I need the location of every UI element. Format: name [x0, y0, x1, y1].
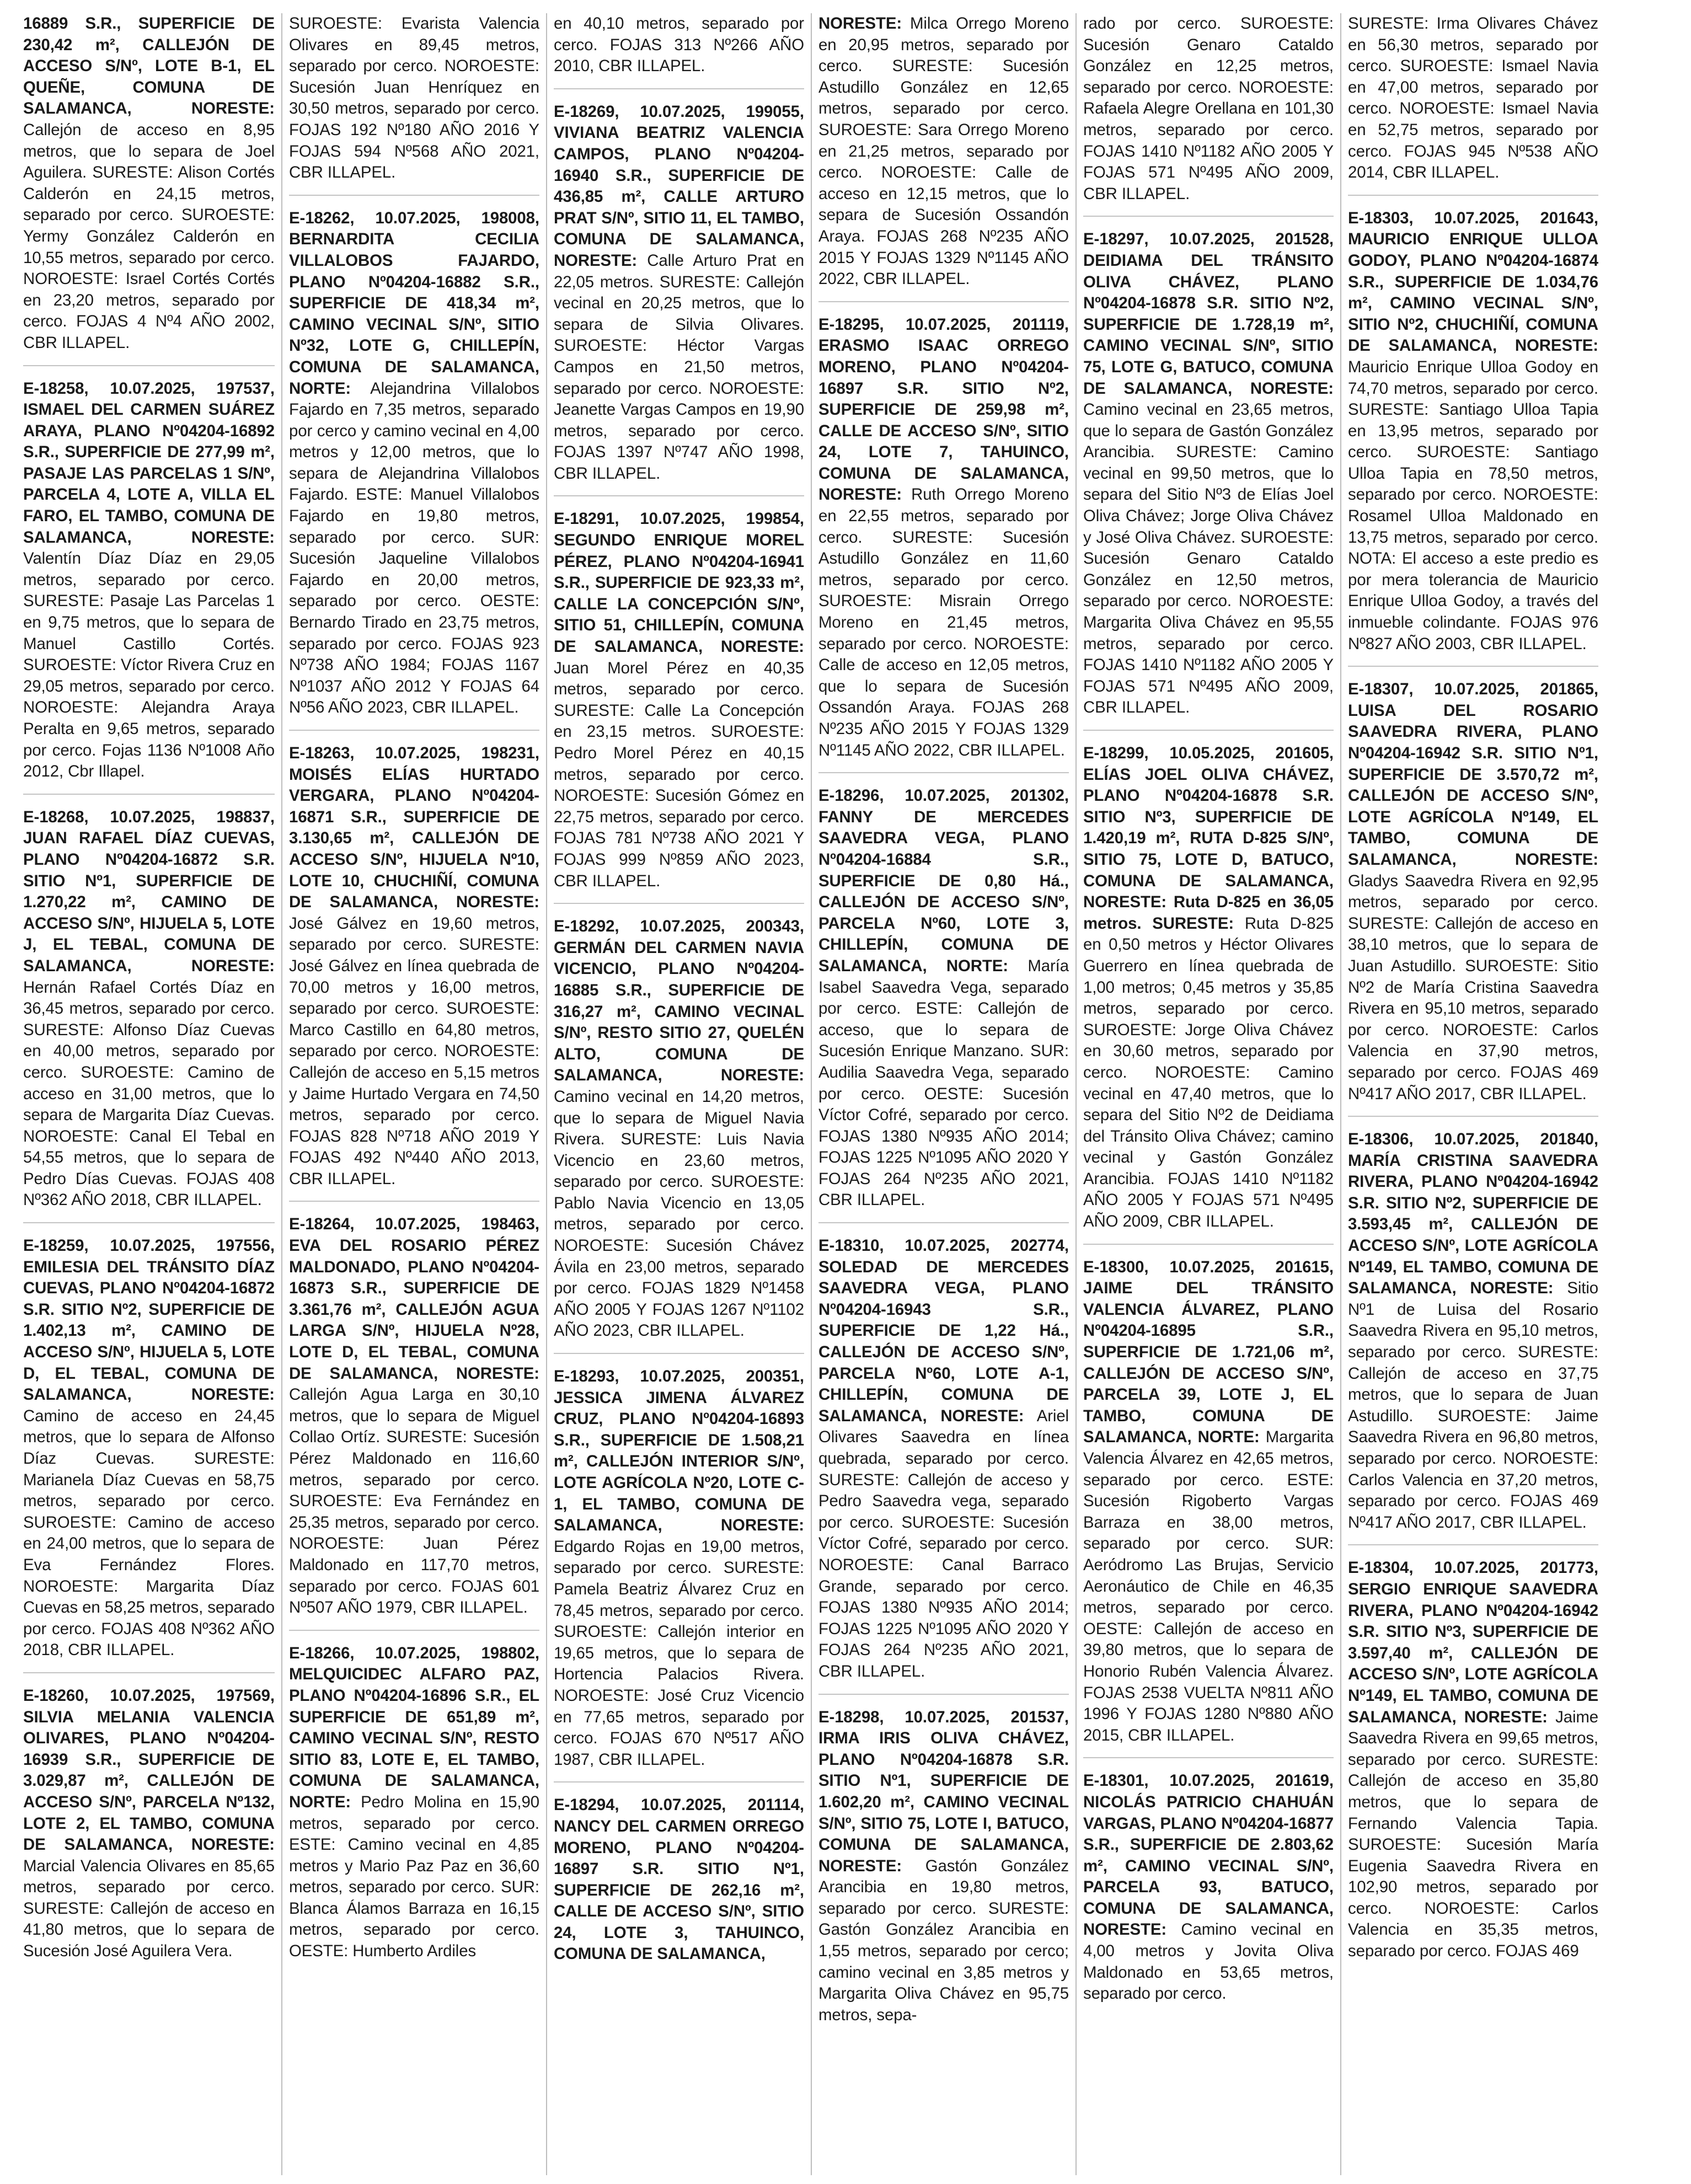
notice	[289, 743, 539, 1202]
notice-heading: E-18262, 10.07.2025, 198008, BERNARDITA CECILIA VILLALOBOS FAJARDO, PLANO Nº04204-16882 S.R., SUPERFICIE DE 418,34 m², CAMINO VECINAL S/Nº, SITIO Nº32, LOTE G, CHILLEPÍN, COMUNA DE SALAMANCA, NORTE:	[289, 208, 539, 398]
notice-body: Mauricio Enrique Ulloa Godoy en 74,70 metros, separado por cerco. SURESTE: Santiago Ulloa Tapia en 13,95 metros, separado por cerco. SUROESTE: Santiago Ulloa Tapia en 78,50 metros, separado por cerco. NOROESTE: Rosamel Ulloa Maldonado en 13,75 metros, separado por cerco. NOTA: El acceso a este predio es por mera tolerancia de Mauricio Enrique Ulloa Godoy, a través del inmueble colindante. FOJAS 976 Nº827 AÑO 2003, CBR ILLAPEL.	[1348, 357, 1598, 653]
notice-heading: E-18260, 10.07.2025, 197569, SILVIA MELANIA VALENCIA OLIVARES, PLANO Nº04204-16939 S.R., SUPERFICIE DE 3.029,87 m², CALLEJÓN DE ACCESO S/Nº, PARCELA Nº132, LOTE 2, EL TAMBO, COMUNA DE SALAMANCA, NORESTE:	[23, 1686, 275, 1854]
notice-body: rado por cerco. SUROESTE: Sucesión Genaro Cataldo González en 12,25 metros, separado por cerco. NOROESTE: Rafaela Alegre Orellana en 101,30 metros, separado por cerco. FOJAS 1410 Nº1182 AÑO 2005 Y FOJAS 571 Nº495 AÑO 2009, CBR ILLAPEL.	[1083, 14, 1334, 203]
notice	[554, 1795, 804, 1976]
notice-body: Callejón Agua Larga en 30,10 metros, que lo separa de Miguel Collao Ortíz. SURESTE: Sucesión Pérez Maldonado en 116,60 metros, separado por cerco. SUROESTE: Eva Fernández en 25,35 metros, separado por cerco. NOROESTE: Juan Pérez Maldonado en 117,70 metros, separado por cerco. FOJAS 601 Nº507 AÑO 1979, CBR ILLAPEL.	[289, 1385, 539, 1617]
notice-heading: E-18296, 10.07.2025, 201302, FANNY DE MERCEDES SAAVEDRA VEGA, PLANO Nº04204-16884 S.R., SUPERFICIE DE 0,80 Há., CALLEJÓN DE ACCESO S/Nº, PARCELA Nº60, LOTE 3, CHILLEPÍN, COMUNA DE SALAMANCA, NORTE:	[818, 786, 1069, 975]
notice-heading: NORESTE:	[818, 14, 902, 33]
notice-body: Marcial Valencia Olivares en 85,65 metros, separado por cerco. SURESTE: Callejón de acceso en 41,80 metros, que lo separa de Sucesión José Aguilera Vera.	[23, 1856, 275, 1961]
notice	[289, 208, 539, 731]
notice-heading: E-18295, 10.07.2025, 201119, ERASMO ISAAC ORREGO MORENO, PLANO Nº04204-16897 S.R. SITIO Nº2, SUPERFICIE DE 259,98 m², CALLE DE ACCESO S/Nº, SITIO 24, LOTE 7, TAHUINCO, COMUNA DE SALAMANCA, NORESTE:	[818, 315, 1069, 504]
notice-body: Pedro Molina en 15,90 metros, separado por cerco. ESTE: Camino vecinal en 4,85 metros y Mario Paz Paz en 36,60 metros, separado por cerco. SUR: Blanca Álamos Barraza en 16,15 metros, separado por cerco. OESTE: Humberto Ardiles	[289, 1792, 539, 1961]
notice-columns	[17, 13, 1677, 2175]
notice-body: Gladys Saavedra Rivera en 92,95 metros, separado por cerco. SURESTE: Callejón de acceso en 38,10 metros, que lo separa de Juan Astudillo. SUROESTE: Sitio Nº2 de María Cristina Saavedra Rivera en 95,10 metros, separado por cerco. NOROESTE: Carlos Valencia en 37,90 metros, separado por cerco. FOJAS 469 Nº417 AÑO 2017, CBR ILLAPEL.	[1348, 871, 1598, 1103]
notice-body: Jaime Saavedra Rivera en 99,65 metros, separado por cerco. SURESTE: Callejón de acceso en 35,80 metros, que lo separa de Fernando Valencia Tapia. SUROESTE: Sucesión María Eugenia Saavedra Rivera en 102,90 metros, separado por cerco. NOROESTE: Carlos Valencia en 35,35 metros, separado por cerco. FOJAS 469	[1348, 1707, 1598, 1961]
notice	[818, 785, 1069, 1223]
notice-body: Margarita Valencia Álvarez en 42,65 metros, separado por cerco. ESTE: Sucesión Rigoberto Vargas Barraza en 38,00 metros, separado por cerco. SUR: Aeródromo Las Brujas, Servicio Aeronáutico de Chile en 46,35 metros, separado por cerco. OESTE: Callejón de acceso en 39,80 metros, que lo separa de Honorio Rubén Valencia Álvarez. FOJAS 2538 VUELTA Nº811 AÑO 1996 Y FOJAS 1280 Nº880 AÑO 2015, CBR ILLAPEL.	[1083, 1428, 1334, 1744]
notice-heading: 16889 S.R., SUPERFICIE DE 230,42 m², CALLEJÓN DE ACCESO S/Nº, LOTE B-1, EL QUEÑE, COMUNA DE SALAMANCA, NORESTE:	[23, 14, 275, 118]
notice-body: Camino vecinal en 14,20 metros, que lo separa de Miguel Navia Rivera. SURESTE: Luis Navia Vicencio en 23,60 metros, separado por cerco. SUROESTE: Pablo Navia Vicencio en 13,05 metros, separado por cerco. NOROESTE: Sucesión Chávez Ávila en 23,00 metros, separado por cerco. FOJAS 1829 Nº1458 AÑO 2005 Y FOJAS 1267 Nº1102 AÑO 2023, CBR ILLAPEL.	[554, 1087, 804, 1340]
notice-heading: E-18264, 10.07.2025, 198463, EVA DEL ROSARIO PÉREZ MALDONADO, PLANO Nº04204-16873 S.R., SUPERFICIE DE 3.361,76 m², CALLEJÓN AGUA LARGA S/Nº, HIJUELA Nº28, LOTE D, EL TEBAL, COMUNA DE SALAMANCA, NORESTE:	[289, 1215, 539, 1383]
column-3	[546, 13, 811, 2175]
notice-heading: E-18269, 10.07.2025, 199055, VIVIANA BEATRIZ VALENCIA CAMPOS, PLANO Nº04204-16940 S.R., SUPERFICIE DE 436,85 m², CALLE ARTURO PRAT S/Nº, SITIO 11, EL TAMBO, COMUNA DE SALAMANCA, NORESTE:	[554, 102, 804, 270]
notice-body: Ruth Orrego Moreno en 22,55 metros, separado por cerco. SURESTE: Sucesión Astudillo González en 11,60 metros, separado por cerco. SUROESTE: Misrain Orrego Moreno en 21,45 metros, separado por cerco. NOROESTE: Calle de acceso en 12,05 metros, que lo separa de Sucesión Ossandón Araya. FOJAS 268 Nº235 AÑO 2015 Y FOJAS 1329 Nº1145 AÑO 2022, CBR ILLAPEL.	[818, 485, 1069, 759]
notice	[1083, 13, 1334, 217]
notice-body: Juan Morel Pérez en 40,35 metros, separado por cerco. SURESTE: Calle La Concepción en 23,15 metros. SUROESTE: Pedro Morel Pérez en 40,15 metros, separado por cerco. NOROESTE: Sucesión Gómez en 22,75 metros, separado por cerco. FOJAS 781 Nº738 AÑO 2021 Y FOJAS 999 Nº859 AÑO 2023, CBR ILLAPEL.	[554, 659, 804, 890]
notice-heading: E-18268, 10.07.2025, 198837, JUAN RAFAEL DÍAZ CUEVAS, PLANO Nº04204-16872 S.R. SITIO Nº1, SUPERFICIE DE 1.270,22 m², CAMINO DE ACCESO S/Nº, HIJUELA 5, LOTE J, EL TEBAL, COMUNA DE SALAMANCA, NORESTE:	[23, 807, 275, 975]
notice-body: SUROESTE: Evarista Valencia Olivares en 89,45 metros, separado por cerco. NOROESTE: Sucesión Juan Henríquez en 30,50 metros, separado por cerco. FOJAS 192 Nº180 AÑO 2016 Y FOJAS 594 Nº568 AÑO 2021, CBR ILLAPEL.	[289, 14, 539, 182]
notice	[1083, 1770, 1334, 2016]
notice-heading: E-18263, 10.07.2025, 198231, MOISÉS ELÍAS HURTADO VERGARA, PLANO Nº04204-16871 S.R., SUPERFICIE DE 3.130,65 m², CALLEJÓN DE ACCESO S/Nº, HIJUELA Nº10, LOTE 10, CHUCHIÑÍ, COMUNA DE SALAMANCA, NORESTE:	[289, 744, 539, 912]
notice-heading: E-18298, 10.07.2025, 201537, IRMA IRIS OLIVA CHÁVEZ, PLANO Nº04204-16878 S.R. SITIO Nº1, SUPERFICIE DE 1.602,20 m², CAMINO VECINAL S/Nº, SITIO 75, LOTE I, BATUCO, COMUNA DE SALAMANCA, NORESTE:	[818, 1707, 1069, 1875]
notice-heading: E-18259, 10.07.2025, 197556, EMILESIA DEL TRÁNSITO DÍAZ CUEVAS, PLANO Nº04204-16872 S.R. SITIO Nº2, SUPERFICIE DE 1.402,13 m², CAMINO DE ACCESO S/Nº, HIJUELA 5, LOTE D, EL TEBAL, COMUNA DE SALAMANCA, NORESTE:	[23, 1236, 275, 1404]
notice-heading: E-18291, 10.07.2025, 199854, SEGUNDO ENRIQUE MOREL PÉREZ, PLANO Nº04204-16941 S.R., SUPERFICIE DE 923,33 m², CALLE LA CONCEPCIÓN S/Nº, SITIO 51, CHILLEPÍN, COMUNA DE SALAMANCA, NORESTE:	[554, 510, 804, 656]
notice	[1083, 229, 1334, 731]
notice-body: Valentín Díaz Díaz en 29,05 metros, separado por cerco. SURESTE: Pasaje Las Parcelas 1 en 9,75 metros, que lo separa de Manuel Castillo Cortés. SUROESTE: Víctor Rivera Cruz en 29,05 metros, separado por cerco. NOROESTE: Alejandra Araya Peralta en 9,65 metros, separado por cerco. Fojas 1136 Nº1008 Año 2012, Cbr Illapel.	[23, 549, 275, 781]
notice	[1348, 13, 1598, 196]
column-5	[1075, 13, 1340, 2175]
notice-body: Alejandrina Villalobos Fajardo en 7,35 metros, separado por cerco y camino vecinal en 4,00 metros y 12,00 metros, que lo separa de Alejandrina Villalobos Fajardo. ESTE: Manuel Villalobos Fajardo en 19,80 metros, separado por cerco. SUR: Sucesión Jaqueline Villalobos Fajardo en 20,00 metros, separado por cerco. OESTE: Bernardo Tirado en 23,75 metros, separado por cerco. FOJAS 923 Nº738 AÑO 1984; FOJAS 1167 Nº1037 AÑO 2012 Y FOJAS 64 Nº56 AÑO 2023, CBR ILLAPEL.	[289, 379, 539, 717]
notice	[818, 314, 1069, 773]
notice-body: Hernán Rafael Cortés Díaz en 36,45 metros, separado por cerco. SURESTE: Alfonso Díaz Cuevas en 40,00 metros, separado por cerco. SUROESTE: Camino de acceso en 31,00 metros, que lo separa de Margarita Díaz Cuevas. NOROESTE: Canal El Tebal en 54,55 metros, que lo separa de Pedro Días Cuevas. FOJAS 408 Nº362 AÑO 2018, CBR ILLAPEL.	[23, 978, 275, 1209]
notice-body: Camino vecinal en 4,00 metros y Jovita Oliva Maldonado en 53,65 metros, separado por cerco.	[1083, 1920, 1334, 2003]
notice-body: Gastón González Arancibia en 19,80 metros, separado por cerco. SURESTE: Gastón González Arancibia en 1,55 metros, separado por cerco; camino vecinal en 3,85 metros y Margarita Oliva Chávez en 95,75 metros, sepa-	[818, 1856, 1069, 2024]
notice-body: Camino de acceso en 24,45 metros, que lo separa de Alfonso Díaz Cuevas. SURESTE: Marianela Díaz Cuevas en 58,75 metros, separado por cerco. SUROESTE: Camino de acceso en 24,00 metros, que lo separa de Eva Fernández Flores. NOROESTE: Margarita Díaz Cuevas en 58,25 metros, separado por cerco. FOJAS 408 Nº362 AÑO 2018, CBR ILLAPEL.	[23, 1406, 275, 1660]
notice-heading: E-18304, 10.07.2025, 201773, SERGIO ENRIQUE SAAVEDRA RIVERA, PLANO Nº04204-16942 S.R. SITIO Nº3, SUPERFICIE DE 3.597,40 m², CALLEJÓN DE ACCESO S/Nº, LOTE AGRÍCOLA Nº149, EL TAMBO, COMUNA DE SALAMANCA, NORESTE:	[1348, 1559, 1598, 1726]
notice-body: Callejón de acceso en 8,95 metros, que lo separa de Joel Aguilera. SURESTE: Alison Cortés Calderón en 24,15 metros, separado por cerco. SUROESTE: Yermy González Calderón en 10,55 metros, separado por cerco. NOROESTE: Israel Cortés Cortés en 23,20 metros, separado por cerco. FOJAS 4 Nº4 AÑO 2002, CBR ILLAPEL.	[23, 120, 275, 352]
notice	[1083, 743, 1334, 1245]
notice	[1348, 208, 1598, 667]
notice	[818, 1235, 1069, 1694]
notice	[23, 378, 275, 795]
notice-heading: E-18266, 10.07.2025, 198802, MELQUICIDEC ALFARO PAZ, PLANO Nº04204-16896 S.R., EL SUPERFICIE DE 651,89 m², CAMINO VECINAL S/Nº, RESTO SITIO 83, LOTE E, EL TAMBO, COMUNA DE SALAMANCA, NORTE:	[289, 1644, 539, 1811]
notice-heading: E-18299, 10.05.2025, 201605, ELÍAS JOEL OLIVA CHÁVEZ, PLANO Nº04204-16878 S.R. SITIO Nº3, SUPERFICIE DE 1.420,19 m², RUTA D-825 S/Nº, SITIO 75, LOTE D, BATUCO, COMUNA DE SALAMANCA, NORESTE: Ruta D-825 en 36,05 metros. SURESTE:	[1083, 744, 1334, 933]
notice-body: Sitio Nº1 de Luisa del Rosario Saavedra Rivera en 95,10 metros, separado por cerco. SURESTE: Callejón de acceso en 37,75 metros, que lo separa de Juan Astudillo. SUROESTE: Jaime Saavedra Rivera en 96,80 metros, separado por cerco. NOROESTE: Carlos Valencia en 37,20 metros, separado por cerco. FOJAS 469 Nº417 AÑO 2017, CBR ILLAPEL.	[1348, 1279, 1598, 1532]
notice-heading: E-18292, 10.07.2025, 200343, GERMÁN DEL CARMEN NAVIA VICENCIO, PLANO Nº04204-16885 S.R., SUPERFICIE DE 316,27 m², CAMINO VECINAL S/Nº, RESTO SITIO 27, QUELÉN ALTO, COMUNA DE SALAMANCA, NORESTE:	[554, 917, 804, 1085]
notice-heading: E-18306, 10.07.2025, 201840, MARÍA CRISTINA SAAVEDRA RIVERA, PLANO Nº04204-16942 S.R. SITIO Nº2, SUPERFICIE DE 3.593,45 m², CALLEJÓN DE ACCESO S/Nº, LOTE AGRÍCOLA Nº149, EL TAMBO, COMUNA DE SALAMANCA, NORESTE:	[1348, 1130, 1598, 1298]
notice	[554, 101, 804, 497]
notice	[818, 1707, 1069, 2037]
notice-body: Camino vecinal en 23,65 metros, que lo separa de Gastón González Arancibia. SURESTE: Camino vecinal en 99,50 metros, que lo separa del Sitio Nº3 de Elías Joel Oliva Chávez; Jorge Oliva Chávez y José Oliva Chávez. SUROESTE: Sucesión Genaro Cataldo González en 12,50 metros, separado por cerco. NOROESTE: Margarita Oliva Chávez en 95,55 metros, separado por cerco. FOJAS 1410 Nº1182 AÑO 2005 Y FOJAS 571 Nº495 AÑO 2009, CBR ILLAPEL.	[1083, 400, 1334, 717]
notice	[554, 508, 804, 904]
notice-body: José Gálvez en 19,60 metros, separado por cerco. SURESTE: José Gálvez en línea quebrada de 70,00 metros y 16,00 metros, separado por cerco. SUROESTE: Marco Castillo en 64,80 metros, separado por cerco. NOROESTE: Callejón de acceso en 5,15 metros y Jaime Hurtado Vergara en 74,50 metros, separado por cerco. FOJAS 828 Nº718 AÑO 2019 Y FOJAS 492 Nº440 AÑO 2013, CBR ILLAPEL.	[289, 914, 539, 1188]
notice	[23, 807, 275, 1223]
notice	[289, 1643, 539, 1973]
notice	[554, 916, 804, 1354]
column-1	[17, 13, 281, 2175]
notice-body: Ariel Olivares Saavedra en línea quebrada, separado por cerco. SURESTE: Callejón de acceso y Pedro Saavedra vega, separado por cerco. SUROESTE: Sucesión Víctor Cofré, separado por cerco. NOROESTE: Canal Barraco Grande, separado por cerco. FOJAS 1380 Nº935 AÑO 2014; FOJAS 1225 Nº1095 AÑO 2020 Y FOJAS 264 Nº235 AÑO 2021, CBR ILLAPEL.	[818, 1406, 1069, 1680]
column-2	[281, 13, 546, 2175]
column-4	[811, 13, 1075, 2175]
notice-body: Edgardo Rojas en 19,00 metros, separado por cerco. SURESTE: Pamela Beatriz Álvarez Cruz en 78,45 metros, separado por cerco. SUROESTE: Callejón interior en 19,65 metros, que lo separa de Hortencia Palacios Rivera. NOROESTE: José Cruz Vicencio en 77,65 metros, separado por cerco. FOJAS 670 Nº517 AÑO 1987, CBR ILLAPEL.	[554, 1537, 804, 1769]
notice	[289, 13, 539, 196]
notice	[1348, 1129, 1598, 1545]
notice-body: en 40,10 metros, separado por cerco. FOJAS 313 Nº266 AÑO 2010, CBR ILLAPEL.	[554, 14, 804, 76]
notice-heading: E-18294, 10.07.2025, 201114, NANCY DEL CARMEN ORREGO MORENO, PLANO Nº04204-16897 S.R. SITIO Nº1, SUPERFICIE DE 262,16 m², CALLE DE ACCESO S/Nº, SITIO 24, LOTE 3, TAHUINCO, COMUNA DE SALAMANCA,	[554, 1796, 804, 1963]
notice-heading: E-18258, 10.07.2025, 197537, ISMAEL DEL CARMEN SUÁREZ ARAYA, PLANO Nº04204-16892 S.R., SUPERFICIE DE 277,99 m², PASAJE LAS PARCELAS 1 S/Nº, PARCELA 4, LOTE A, VILLA EL FARO, EL TAMBO, COMUNA DE SALAMANCA, NORESTE:	[23, 379, 275, 547]
notice-body: María Isabel Saavedra Vega, separado por cerco. ESTE: Callejón de acceso, que lo separa de Sucesión Enrique Manzano. SUR: Audilia Saavedra Vega, separado por cerco. OESTE: Sucesión Víctor Cofré, separado por cerco. FOJAS 1380 Nº935 AÑO 2014; FOJAS 1225 Nº1095 AÑO 2020 Y FOJAS 264 Nº235 AÑO 2021, CBR ILLAPEL.	[818, 956, 1069, 1209]
notice	[1348, 679, 1598, 1117]
notice	[554, 1366, 804, 1782]
notice	[23, 1685, 275, 1973]
notice-body: SURESTE: Irma Olivares Chávez en 56,30 metros, separado por cerco. SUROESTE: Ismael Navia en 47,00 metros, separado por cerco. NOROESTE: Ismael Navia en 52,75 metros, separado por cerco. FOJAS 945 Nº538 AÑO 2014, CBR ILLAPEL.	[1348, 14, 1598, 182]
column-6	[1340, 13, 1605, 2175]
notice-heading: E-18301, 10.07.2025, 201619, NICOLÁS PATRICIO CHAHUÁN VARGAS, PLANO Nº04204-16877 S.R., SUPERFICIE DE 2.803,62 m², CAMINO VECINAL S/Nº, PARCELA 93, BATUCO, COMUNA DE SALAMANCA, NORESTE:	[1083, 1771, 1334, 1939]
notice-body: Calle Arturo Prat en 22,05 metros. SURESTE: Callejón vecinal en 20,25 metros, que lo separa de Silvia Olivares. SUROESTE: Héctor Vargas Campos en 21,50 metros, separado por cerco. NOROESTE: Jeanette Vargas Campos en 19,90 metros, separado por cerco. FOJAS 1397 Nº747 AÑO 1998, CBR ILLAPEL.	[554, 251, 804, 483]
notice-heading: E-18307, 10.07.2025, 201865, LUISA DEL ROSARIO SAAVEDRA RIVERA, PLANO Nº04204-16942 S.R. SITIO Nº1, SUPERFICIE DE 3.570,72 m², CALLEJÓN DE ACCESO S/Nº, LOTE AGRÍCOLA Nº149, EL TAMBO, COMUNA DE SALAMANCA, NORESTE:	[1348, 680, 1598, 869]
notice-heading: E-18310, 10.07.2025, 202774, SOLEDAD DE MERCEDES SAAVEDRA VEGA, PLANO Nº04204-16943 S.R., SUPERFICIE DE 1,22 Há., CALLEJÓN DE ACCESO S/Nº, PARCELA Nº60, LOTE A-1, CHILLEPÍN, COMUNA DE SALAMANCA, NORESTE:	[818, 1236, 1069, 1425]
notice-body: Milca Orrego Moreno en 20,95 metros, separado por cerco. SURESTE: Sucesión Astudillo González en 12,65 metros, separado por cerco. SUROESTE: Sara Orrego Moreno en 21,25 metros, separado por cerco. NOROESTE: Calle de acceso en 12,15 metros, que lo separa de Sucesión Ossandón Araya. FOJAS 268 Nº235 AÑO 2015 Y FOJAS 1329 Nº1145 AÑO 2022, CBR ILLAPEL.	[818, 14, 1069, 288]
notice-heading: E-18293, 10.07.2025, 200351, JESSICA JIMENA ÁLVAREZ CRUZ, PLANO Nº04204-16893 S.R., SUPERFICIE DE 1.508,21 m², CALLEJÓN INTERIOR S/Nº, LOTE AGRÍCOLA Nº20, LOTE C-1, EL TAMBO, COMUNA DE SALAMANCA, NORESTE:	[554, 1367, 804, 1535]
notice-heading: E-18297, 10.07.2025, 201528, DEIDIAMA DEL TRÁNSITO OLIVA CHÁVEZ, PLANO Nº04204-16878 S.R. SITIO Nº2, SUPERFICIE DE 1.728,19 m², CAMINO VECINAL S/Nº, SITIO 75, LOTE G, BATUCO, COMUNA DE SALAMANCA, NORESTE:	[1083, 230, 1334, 398]
notice	[554, 13, 804, 89]
notice	[1083, 1257, 1334, 1759]
notice	[23, 13, 275, 366]
notice	[23, 1235, 275, 1673]
notice-heading: E-18303, 10.07.2025, 201643, MAURICIO ENRIQUE ULLOA GODOY, PLANO Nº04204-16874 S.R., SUPERFICIE DE 1.034,76 m², CAMINO VECINAL S/Nº, SITIO Nº2, CHUCHIÑÍ, COMUNA DE SALAMANCA, NORESTE:	[1348, 208, 1598, 355]
notice	[1348, 1557, 1598, 1973]
notice	[818, 13, 1069, 302]
notice	[289, 1214, 539, 1630]
notice-heading: E-18300, 10.07.2025, 201615, JAIME DEL TRÁNSITO VALENCIA ÁLVAREZ, PLANO Nº04204-16895 S.R., SUPERFICIE DE 1.721,06 m², CALLEJÓN DE ACCESO S/Nº, PARCELA 39, LOTE J, EL TAMBO, COMUNA DE SALAMANCA, NORTE:	[1083, 1257, 1334, 1447]
notice-body: Ruta D-825 en 0,50 metros y Héctor Olivares Guerrero en línea quebrada de 1,00 metros; 0,45 metros y 35,85 metros, separado por cerco. SUROESTE: Jorge Oliva Chávez en 30,60 metros, separado por cerco. NOROESTE: Camino vecinal en 47,40 metros, que lo separa del Sitio Nº2 de Deidiama del Tránsito Oliva Chávez; camino vecinal y Gastón González Arancibia. FOJAS 1410 Nº1182 AÑO 2005 Y FOJAS 571 Nº495 AÑO 2009, CBR ILLAPEL.	[1083, 914, 1334, 1231]
